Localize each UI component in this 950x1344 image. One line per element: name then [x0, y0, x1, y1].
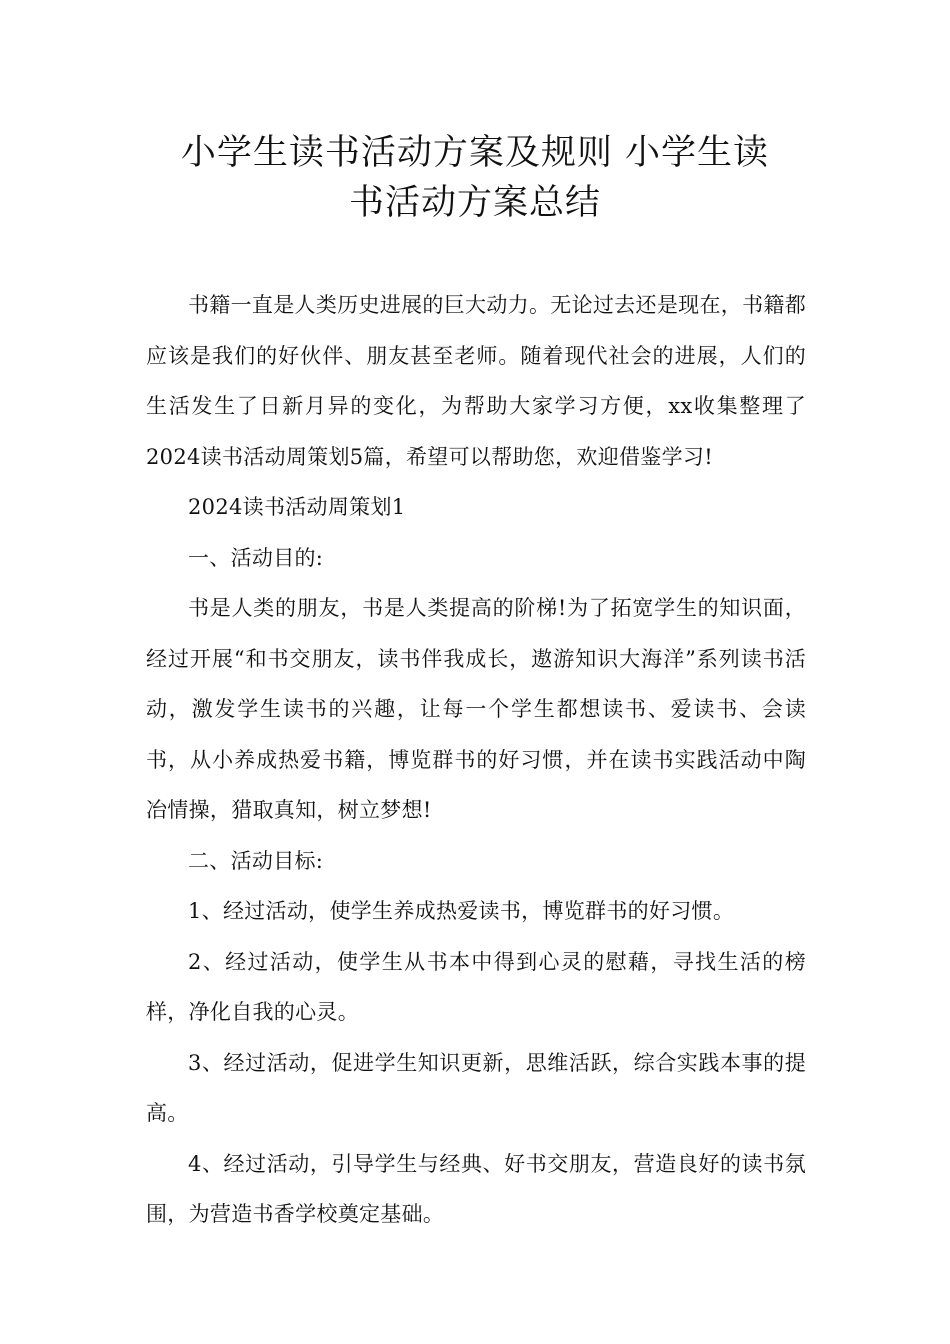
title-line-1: 小学生读书活动方案及规则 小学生读: [180, 133, 770, 173]
section-heading-purpose: 一、活动目的:: [188, 545, 324, 570]
goal-item-2: 2、经过活动，使学生从书本中得到心灵的慰藉，寻找生活的榜样，净化自我的心灵。: [146, 949, 806, 1024]
intro-paragraph: 书籍一直是人类历史进展的巨大动力。无论过去还是现在，书籍都应该是我们的好伙伴、朋友甚至老师。随着现代社会的进展，人们的生活发生了日新月异的变化，为帮助大家学习方便，xx收集整理了2024读书活动周策划5篇，希望可以帮助您，欢迎借鉴学习!: [146, 293, 806, 469]
purpose-paragraph: 书是人类的朋友，书是人类提高的阶梯!为了拓宽学生的知识面，经过开展“和书交朋友，读书伴我成长，遨游知识大海洋”系列读书活动，激发学生读书的兴趣，让每一个学生都想读书、爱读书、会读书，从小养成热爱书籍，博览群书的好习惯，并在读书实践活动中陶冶情操，猎取真知，树立梦想!: [146, 596, 806, 822]
goal-item-4: 4、经过活动，引导学生与经典、好书交朋友，营造良好的读书氛围，为营造书香学校奠定基础。: [146, 1151, 806, 1226]
goal-item-1: 1、经过活动，使学生养成热爱读书，博览群书的好习惯。: [188, 899, 735, 923]
goal-item-3: 3、经过活动，促进学生知识更新，思维活跃，综合实践本事的提高。: [146, 1050, 806, 1125]
document-body: [146, 280, 806, 1240]
document-title: [100, 128, 850, 228]
section-heading-plan: 2024读书活动周策划1: [188, 495, 406, 519]
title-line-2: 书活动方案总结: [348, 183, 601, 223]
section-heading-goals: 二、活动目标:: [188, 848, 324, 873]
